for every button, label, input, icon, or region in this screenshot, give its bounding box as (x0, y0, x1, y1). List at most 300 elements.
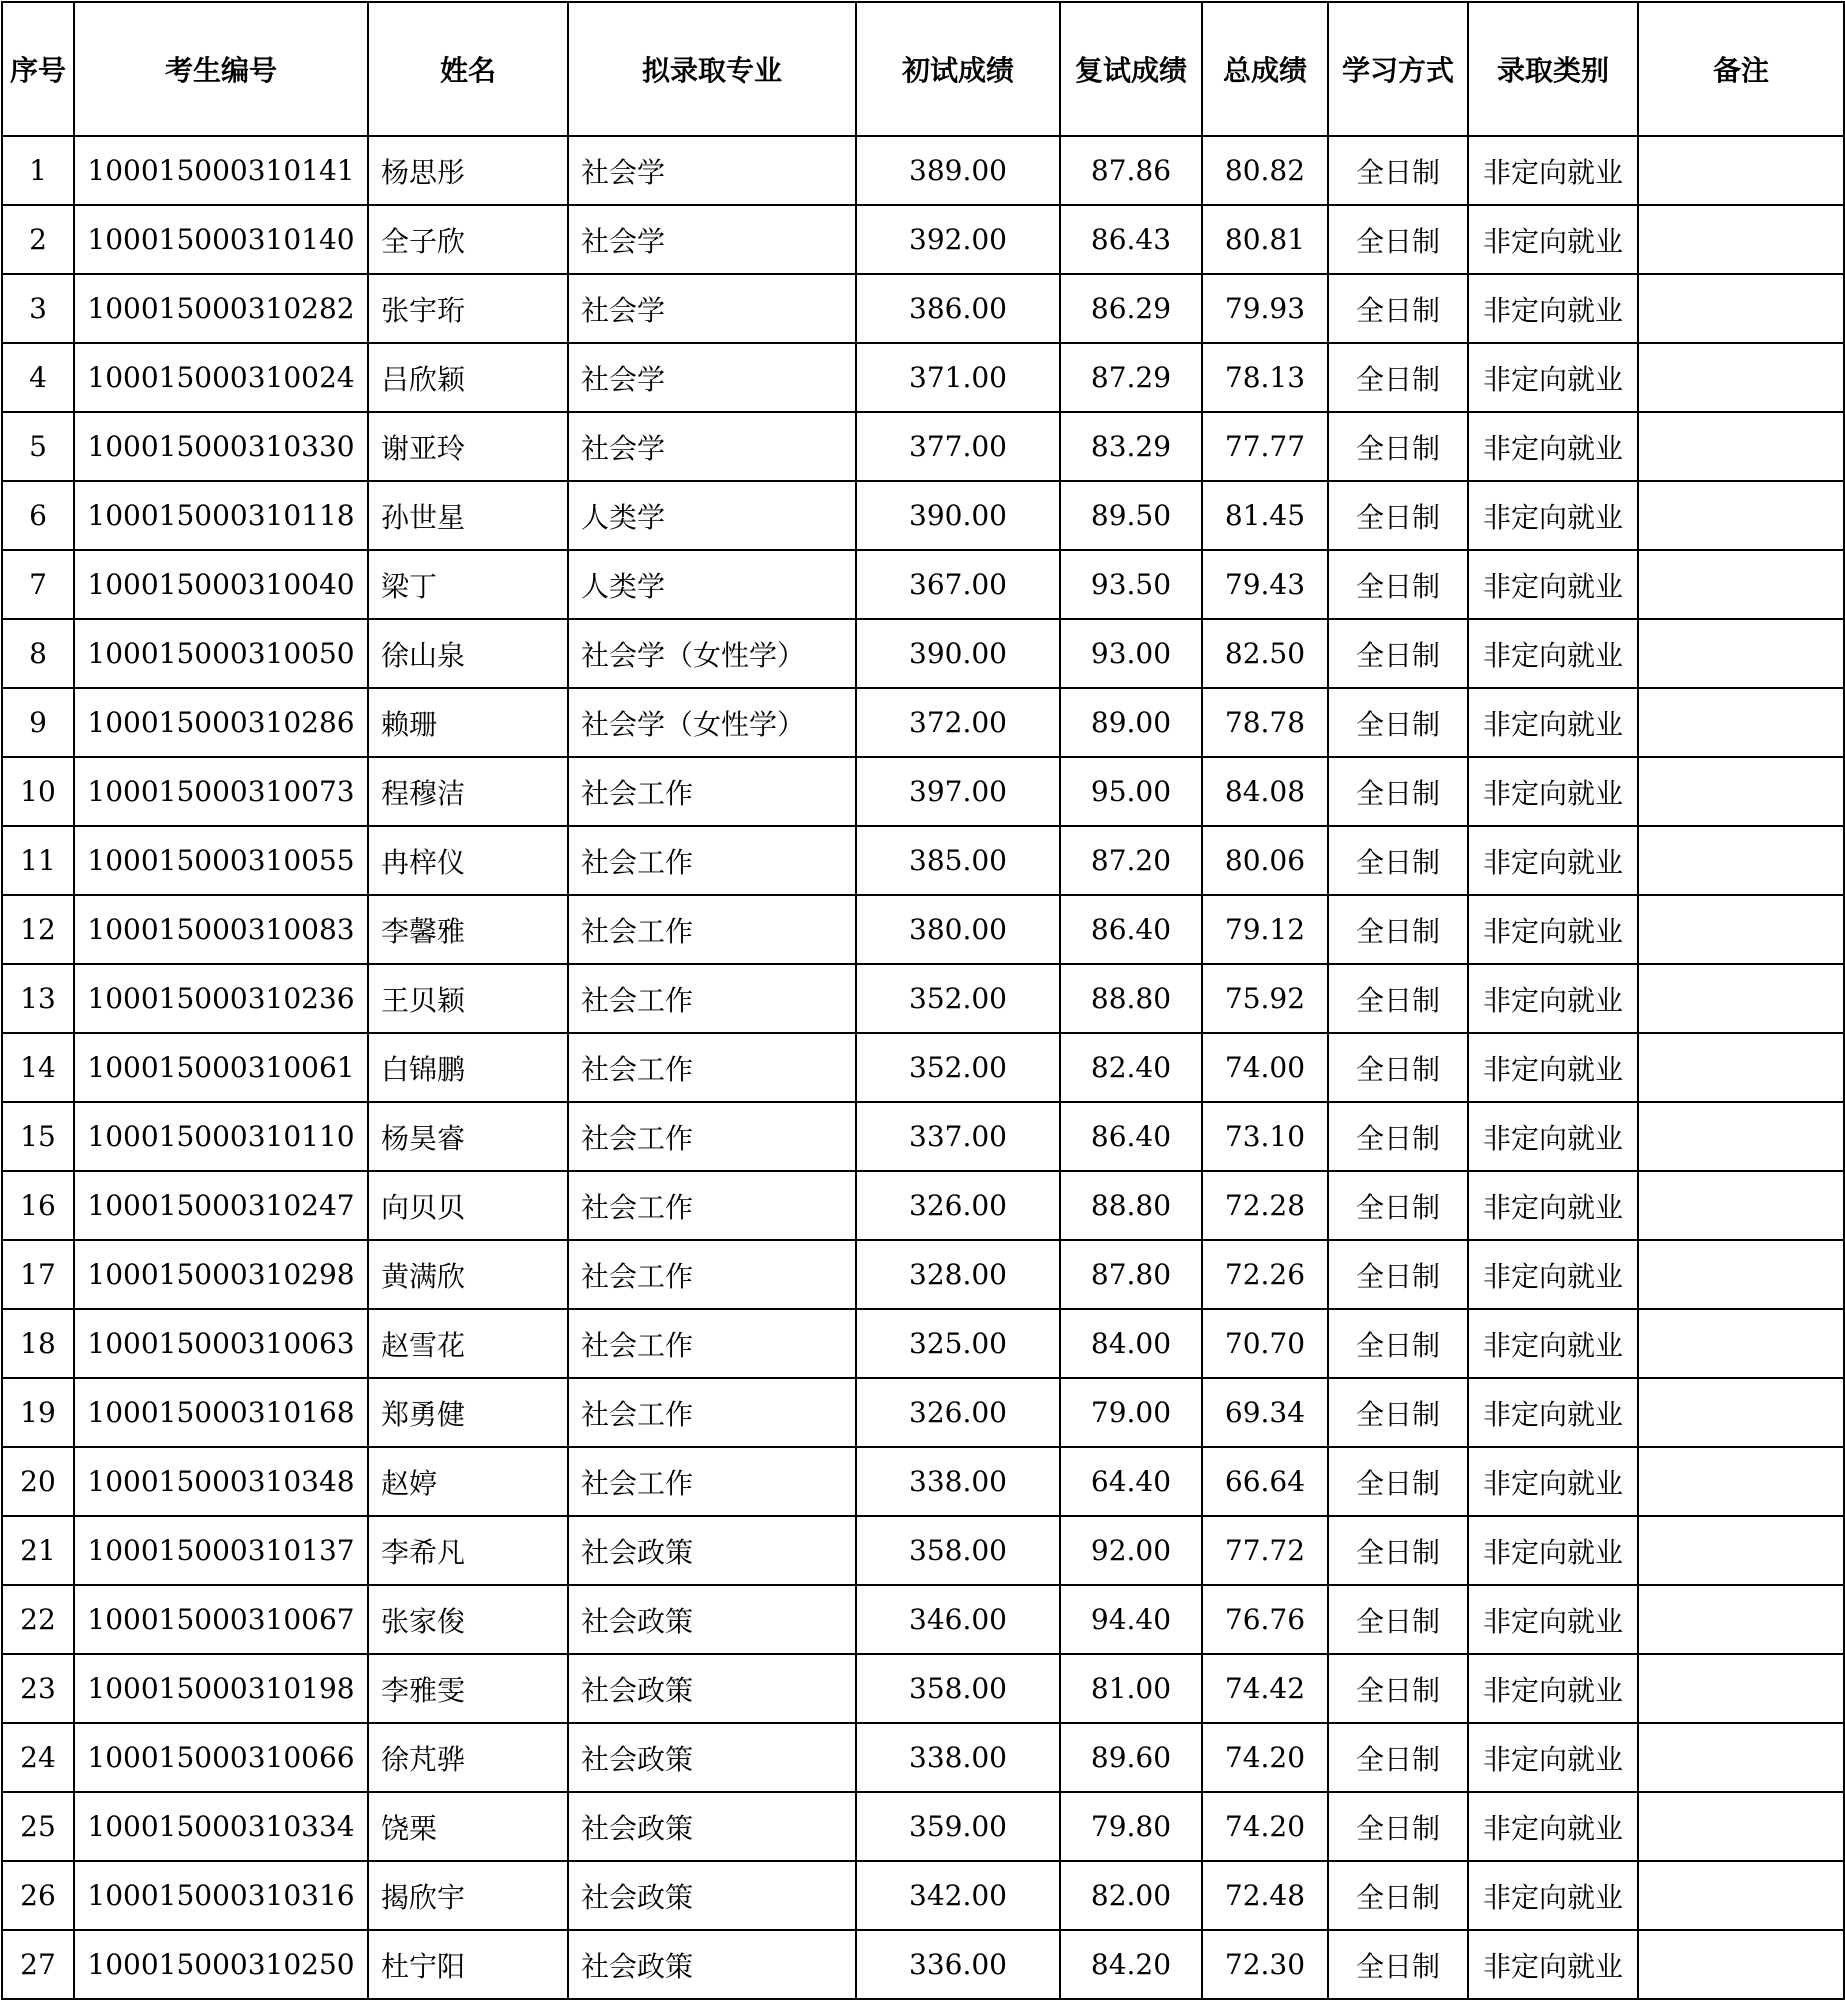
cell-prelim-score: 392.00 (856, 205, 1060, 274)
header-major: 拟录取专业 (568, 2, 856, 136)
cell-total-score: 77.72 (1202, 1516, 1328, 1585)
cell-study-mode: 全日制 (1328, 826, 1468, 895)
cell-prelim-score: 337.00 (856, 1102, 1060, 1171)
cell-name: 冉梓仪 (368, 826, 568, 895)
table-row (2, 619, 1844, 688)
cell-retest-score: 87.80 (1060, 1240, 1202, 1309)
table-row (2, 136, 1844, 205)
cell-prelim-score: 390.00 (856, 481, 1060, 550)
cell-note (1638, 757, 1844, 826)
header-admission-type: 录取类别 (1468, 2, 1638, 136)
cell-total-score: 75.92 (1202, 964, 1328, 1033)
cell-note (1638, 343, 1844, 412)
cell-admission-type: 非定向就业 (1468, 1585, 1638, 1654)
cell-major: 社会工作 (568, 1309, 856, 1378)
cell-admission-type: 非定向就业 (1468, 1516, 1638, 1585)
cell-name: 赵雪花 (368, 1309, 568, 1378)
cell-note (1638, 964, 1844, 1033)
cell-name: 梁丁 (368, 550, 568, 619)
cell-major: 社会工作 (568, 964, 856, 1033)
cell-prelim-score: 397.00 (856, 757, 1060, 826)
cell-prelim-score: 386.00 (856, 274, 1060, 343)
cell-major: 社会学 (568, 274, 856, 343)
cell-major: 社会工作 (568, 1378, 856, 1447)
cell-seq: 23 (2, 1654, 74, 1723)
table-row (2, 481, 1844, 550)
cell-total-score: 76.76 (1202, 1585, 1328, 1654)
cell-retest-score: 82.00 (1060, 1861, 1202, 1930)
cell-retest-score: 79.00 (1060, 1378, 1202, 1447)
cell-major: 社会学 (568, 205, 856, 274)
cell-retest-score: 88.80 (1060, 964, 1202, 1033)
cell-name: 张家俊 (368, 1585, 568, 1654)
cell-major: 人类学 (568, 481, 856, 550)
cell-study-mode: 全日制 (1328, 274, 1468, 343)
cell-note (1638, 1585, 1844, 1654)
cell-total-score: 80.81 (1202, 205, 1328, 274)
cell-seq: 21 (2, 1516, 74, 1585)
cell-major: 社会工作 (568, 1447, 856, 1516)
header-note: 备注 (1638, 2, 1844, 136)
cell-major: 社会学 (568, 136, 856, 205)
cell-retest-score: 94.40 (1060, 1585, 1202, 1654)
cell-total-score: 82.50 (1202, 619, 1328, 688)
cell-retest-score: 93.50 (1060, 550, 1202, 619)
cell-study-mode: 全日制 (1328, 205, 1468, 274)
cell-major: 社会政策 (568, 1654, 856, 1723)
cell-prelim-score: 352.00 (856, 1033, 1060, 1102)
cell-prelim-score: 338.00 (856, 1447, 1060, 1516)
cell-candidate-id: 100015000310024 (74, 343, 368, 412)
cell-seq: 12 (2, 895, 74, 964)
cell-candidate-id: 100015000310286 (74, 688, 368, 757)
cell-admission-type: 非定向就业 (1468, 1240, 1638, 1309)
header-candidate-id: 考生编号 (74, 2, 368, 136)
cell-note (1638, 1792, 1844, 1861)
cell-seq: 24 (2, 1723, 74, 1792)
cell-retest-score: 89.00 (1060, 688, 1202, 757)
cell-total-score: 84.08 (1202, 757, 1328, 826)
cell-total-score: 72.28 (1202, 1171, 1328, 1240)
cell-major: 社会工作 (568, 1102, 856, 1171)
cell-total-score: 74.00 (1202, 1033, 1328, 1102)
cell-study-mode: 全日制 (1328, 619, 1468, 688)
cell-study-mode: 全日制 (1328, 895, 1468, 964)
cell-candidate-id: 100015000310250 (74, 1930, 368, 1999)
cell-name: 揭欣宇 (368, 1861, 568, 1930)
table-row (2, 1585, 1844, 1654)
cell-seq: 5 (2, 412, 74, 481)
cell-name: 赵婷 (368, 1447, 568, 1516)
cell-prelim-score: 342.00 (856, 1861, 1060, 1930)
cell-seq: 2 (2, 205, 74, 274)
cell-name: 李雅雯 (368, 1654, 568, 1723)
cell-total-score: 80.06 (1202, 826, 1328, 895)
cell-candidate-id: 100015000310330 (74, 412, 368, 481)
header-seq: 序号 (2, 2, 74, 136)
cell-name: 徐山泉 (368, 619, 568, 688)
table-row (2, 1516, 1844, 1585)
cell-admission-type: 非定向就业 (1468, 688, 1638, 757)
cell-admission-type: 非定向就业 (1468, 757, 1638, 826)
cell-study-mode: 全日制 (1328, 1792, 1468, 1861)
cell-note (1638, 274, 1844, 343)
cell-candidate-id: 100015000310316 (74, 1861, 368, 1930)
cell-retest-score: 87.20 (1060, 826, 1202, 895)
cell-admission-type: 非定向就业 (1468, 826, 1638, 895)
cell-name: 赖珊 (368, 688, 568, 757)
cell-seq: 11 (2, 826, 74, 895)
admission-table (1, 1, 1845, 2000)
cell-total-score: 69.34 (1202, 1378, 1328, 1447)
cell-total-score: 74.42 (1202, 1654, 1328, 1723)
cell-prelim-score: 390.00 (856, 619, 1060, 688)
cell-study-mode: 全日制 (1328, 1930, 1468, 1999)
cell-note (1638, 1171, 1844, 1240)
cell-candidate-id: 100015000310282 (74, 274, 368, 343)
cell-retest-score: 81.00 (1060, 1654, 1202, 1723)
cell-study-mode: 全日制 (1328, 757, 1468, 826)
cell-candidate-id: 100015000310298 (74, 1240, 368, 1309)
cell-note (1638, 619, 1844, 688)
cell-study-mode: 全日制 (1328, 1171, 1468, 1240)
cell-retest-score: 95.00 (1060, 757, 1202, 826)
cell-name: 全子欣 (368, 205, 568, 274)
cell-name: 孙世星 (368, 481, 568, 550)
cell-study-mode: 全日制 (1328, 1723, 1468, 1792)
cell-admission-type: 非定向就业 (1468, 343, 1638, 412)
cell-major: 社会政策 (568, 1792, 856, 1861)
cell-major: 社会政策 (568, 1723, 856, 1792)
cell-major: 社会工作 (568, 826, 856, 895)
cell-note (1638, 1654, 1844, 1723)
cell-candidate-id: 100015000310110 (74, 1102, 368, 1171)
cell-total-score: 74.20 (1202, 1792, 1328, 1861)
cell-total-score: 78.13 (1202, 343, 1328, 412)
cell-retest-score: 86.43 (1060, 205, 1202, 274)
cell-study-mode: 全日制 (1328, 136, 1468, 205)
cell-seq: 14 (2, 1033, 74, 1102)
cell-seq: 15 (2, 1102, 74, 1171)
cell-total-score: 79.43 (1202, 550, 1328, 619)
cell-admission-type: 非定向就业 (1468, 205, 1638, 274)
cell-study-mode: 全日制 (1328, 1102, 1468, 1171)
cell-note (1638, 1378, 1844, 1447)
cell-study-mode: 全日制 (1328, 1309, 1468, 1378)
cell-retest-score: 79.80 (1060, 1792, 1202, 1861)
cell-name: 李希凡 (368, 1516, 568, 1585)
cell-study-mode: 全日制 (1328, 964, 1468, 1033)
cell-note (1638, 1309, 1844, 1378)
cell-study-mode: 全日制 (1328, 1447, 1468, 1516)
cell-prelim-score: 346.00 (856, 1585, 1060, 1654)
cell-study-mode: 全日制 (1328, 1378, 1468, 1447)
cell-total-score: 72.48 (1202, 1861, 1328, 1930)
cell-major: 社会学（女性学） (568, 619, 856, 688)
cell-seq: 27 (2, 1930, 74, 1999)
cell-seq: 19 (2, 1378, 74, 1447)
cell-retest-score: 89.50 (1060, 481, 1202, 550)
cell-note (1638, 895, 1844, 964)
cell-prelim-score: 336.00 (856, 1930, 1060, 1999)
cell-name: 徐芃骅 (368, 1723, 568, 1792)
cell-name: 程穆洁 (368, 757, 568, 826)
cell-retest-score: 86.29 (1060, 274, 1202, 343)
cell-admission-type: 非定向就业 (1468, 1309, 1638, 1378)
cell-study-mode: 全日制 (1328, 1033, 1468, 1102)
cell-note (1638, 826, 1844, 895)
cell-total-score: 70.70 (1202, 1309, 1328, 1378)
cell-candidate-id: 100015000310348 (74, 1447, 368, 1516)
cell-seq: 18 (2, 1309, 74, 1378)
table-row (2, 1240, 1844, 1309)
cell-seq: 4 (2, 343, 74, 412)
cell-seq: 6 (2, 481, 74, 550)
cell-admission-type: 非定向就业 (1468, 964, 1638, 1033)
cell-seq: 7 (2, 550, 74, 619)
cell-name: 李馨雅 (368, 895, 568, 964)
cell-study-mode: 全日制 (1328, 688, 1468, 757)
table-row (2, 757, 1844, 826)
cell-name: 郑勇健 (368, 1378, 568, 1447)
cell-major: 社会工作 (568, 757, 856, 826)
cell-study-mode: 全日制 (1328, 343, 1468, 412)
cell-note (1638, 136, 1844, 205)
cell-study-mode: 全日制 (1328, 1585, 1468, 1654)
cell-retest-score: 92.00 (1060, 1516, 1202, 1585)
cell-prelim-score: 367.00 (856, 550, 1060, 619)
cell-note (1638, 205, 1844, 274)
table-row (2, 1171, 1844, 1240)
cell-admission-type: 非定向就业 (1468, 550, 1638, 619)
header-name: 姓名 (368, 2, 568, 136)
cell-admission-type: 非定向就业 (1468, 1654, 1638, 1723)
cell-admission-type: 非定向就业 (1468, 1861, 1638, 1930)
cell-admission-type: 非定向就业 (1468, 1102, 1638, 1171)
cell-note (1638, 1240, 1844, 1309)
cell-admission-type: 非定向就业 (1468, 412, 1638, 481)
table-row (2, 895, 1844, 964)
cell-retest-score: 82.40 (1060, 1033, 1202, 1102)
cell-admission-type: 非定向就业 (1468, 619, 1638, 688)
cell-study-mode: 全日制 (1328, 1861, 1468, 1930)
cell-name: 黄满欣 (368, 1240, 568, 1309)
cell-note (1638, 1723, 1844, 1792)
cell-prelim-score: 328.00 (856, 1240, 1060, 1309)
table-row (2, 1309, 1844, 1378)
cell-study-mode: 全日制 (1328, 550, 1468, 619)
cell-name: 王贝颖 (368, 964, 568, 1033)
cell-candidate-id: 100015000310061 (74, 1033, 368, 1102)
cell-seq: 16 (2, 1171, 74, 1240)
cell-major: 社会政策 (568, 1930, 856, 1999)
cell-seq: 22 (2, 1585, 74, 1654)
cell-retest-score: 64.40 (1060, 1447, 1202, 1516)
table-row (2, 1930, 1844, 1999)
table-row (2, 1792, 1844, 1861)
header-retest-score: 复试成绩 (1060, 2, 1202, 136)
cell-admission-type: 非定向就业 (1468, 274, 1638, 343)
cell-prelim-score: 372.00 (856, 688, 1060, 757)
cell-retest-score: 84.00 (1060, 1309, 1202, 1378)
cell-admission-type: 非定向就业 (1468, 136, 1638, 205)
cell-prelim-score: 326.00 (856, 1171, 1060, 1240)
table-row (2, 1861, 1844, 1930)
cell-study-mode: 全日制 (1328, 1516, 1468, 1585)
cell-candidate-id: 100015000310050 (74, 619, 368, 688)
cell-note (1638, 688, 1844, 757)
cell-name: 杨昊睿 (368, 1102, 568, 1171)
table-row (2, 1654, 1844, 1723)
cell-admission-type: 非定向就业 (1468, 895, 1638, 964)
cell-study-mode: 全日制 (1328, 1240, 1468, 1309)
cell-note (1638, 1102, 1844, 1171)
table-row (2, 1723, 1844, 1792)
cell-seq: 17 (2, 1240, 74, 1309)
table-row (2, 1033, 1844, 1102)
cell-study-mode: 全日制 (1328, 412, 1468, 481)
cell-major: 社会工作 (568, 1171, 856, 1240)
cell-study-mode: 全日制 (1328, 481, 1468, 550)
cell-candidate-id: 100015000310073 (74, 757, 368, 826)
cell-total-score: 66.64 (1202, 1447, 1328, 1516)
cell-note (1638, 1930, 1844, 1999)
cell-major: 人类学 (568, 550, 856, 619)
cell-major: 社会工作 (568, 895, 856, 964)
cell-name: 饶栗 (368, 1792, 568, 1861)
header-total-score: 总成绩 (1202, 2, 1328, 136)
cell-major: 社会工作 (568, 1033, 856, 1102)
cell-candidate-id: 100015000310141 (74, 136, 368, 205)
cell-retest-score: 83.29 (1060, 412, 1202, 481)
cell-major: 社会政策 (568, 1585, 856, 1654)
table-row (2, 550, 1844, 619)
cell-admission-type: 非定向就业 (1468, 1033, 1638, 1102)
cell-prelim-score: 358.00 (856, 1516, 1060, 1585)
cell-seq: 26 (2, 1861, 74, 1930)
table-row (2, 964, 1844, 1033)
cell-seq: 1 (2, 136, 74, 205)
cell-name: 吕欣颖 (368, 343, 568, 412)
cell-candidate-id: 100015000310236 (74, 964, 368, 1033)
cell-total-score: 73.10 (1202, 1102, 1328, 1171)
cell-major: 社会政策 (568, 1861, 856, 1930)
cell-total-score: 79.12 (1202, 895, 1328, 964)
cell-candidate-id: 100015000310118 (74, 481, 368, 550)
cell-retest-score: 89.60 (1060, 1723, 1202, 1792)
cell-major: 社会政策 (568, 1516, 856, 1585)
cell-candidate-id: 100015000310168 (74, 1378, 368, 1447)
cell-prelim-score: 385.00 (856, 826, 1060, 895)
cell-candidate-id: 100015000310055 (74, 826, 368, 895)
cell-note (1638, 1516, 1844, 1585)
cell-candidate-id: 100015000310137 (74, 1516, 368, 1585)
cell-candidate-id: 100015000310198 (74, 1654, 368, 1723)
cell-prelim-score: 380.00 (856, 895, 1060, 964)
cell-retest-score: 87.86 (1060, 136, 1202, 205)
cell-note (1638, 550, 1844, 619)
cell-prelim-score: 377.00 (856, 412, 1060, 481)
cell-seq: 25 (2, 1792, 74, 1861)
cell-prelim-score: 325.00 (856, 1309, 1060, 1378)
cell-note (1638, 412, 1844, 481)
cell-total-score: 74.20 (1202, 1723, 1328, 1792)
cell-retest-score: 84.20 (1060, 1930, 1202, 1999)
cell-total-score: 72.30 (1202, 1930, 1328, 1999)
cell-total-score: 77.77 (1202, 412, 1328, 481)
cell-candidate-id: 100015000310083 (74, 895, 368, 964)
cell-name: 向贝贝 (368, 1171, 568, 1240)
cell-candidate-id: 100015000310067 (74, 1585, 368, 1654)
cell-total-score: 78.78 (1202, 688, 1328, 757)
table-row (2, 688, 1844, 757)
table-row (2, 1378, 1844, 1447)
cell-name: 谢亚玲 (368, 412, 568, 481)
cell-seq: 13 (2, 964, 74, 1033)
cell-admission-type: 非定向就业 (1468, 1447, 1638, 1516)
cell-major: 社会学 (568, 412, 856, 481)
cell-admission-type: 非定向就业 (1468, 1930, 1638, 1999)
cell-major: 社会工作 (568, 1240, 856, 1309)
cell-candidate-id: 100015000310040 (74, 550, 368, 619)
cell-prelim-score: 358.00 (856, 1654, 1060, 1723)
cell-seq: 3 (2, 274, 74, 343)
table-row (2, 205, 1844, 274)
cell-admission-type: 非定向就业 (1468, 1792, 1638, 1861)
cell-prelim-score: 352.00 (856, 964, 1060, 1033)
table-row (2, 412, 1844, 481)
cell-retest-score: 93.00 (1060, 619, 1202, 688)
cell-note (1638, 1033, 1844, 1102)
cell-total-score: 80.82 (1202, 136, 1328, 205)
cell-retest-score: 86.40 (1060, 1102, 1202, 1171)
cell-prelim-score: 371.00 (856, 343, 1060, 412)
cell-major: 社会学（女性学） (568, 688, 856, 757)
table-row (2, 1447, 1844, 1516)
cell-major: 社会学 (568, 343, 856, 412)
cell-name: 杜宁阳 (368, 1930, 568, 1999)
cell-seq: 20 (2, 1447, 74, 1516)
cell-note (1638, 481, 1844, 550)
cell-retest-score: 88.80 (1060, 1171, 1202, 1240)
table-row (2, 343, 1844, 412)
cell-retest-score: 87.29 (1060, 343, 1202, 412)
cell-candidate-id: 100015000310063 (74, 1309, 368, 1378)
cell-admission-type: 非定向就业 (1468, 1171, 1638, 1240)
cell-prelim-score: 326.00 (856, 1378, 1060, 1447)
cell-name: 杨思彤 (368, 136, 568, 205)
cell-seq: 9 (2, 688, 74, 757)
cell-candidate-id: 100015000310334 (74, 1792, 368, 1861)
header-study-mode: 学习方式 (1328, 2, 1468, 136)
table-row (2, 826, 1844, 895)
cell-prelim-score: 389.00 (856, 136, 1060, 205)
cell-note (1638, 1861, 1844, 1930)
cell-admission-type: 非定向就业 (1468, 1378, 1638, 1447)
cell-admission-type: 非定向就业 (1468, 1723, 1638, 1792)
cell-total-score: 81.45 (1202, 481, 1328, 550)
cell-seq: 8 (2, 619, 74, 688)
cell-retest-score: 86.40 (1060, 895, 1202, 964)
cell-total-score: 79.93 (1202, 274, 1328, 343)
header-row (2, 2, 1844, 136)
header-prelim-score: 初试成绩 (856, 2, 1060, 136)
cell-note (1638, 1447, 1844, 1516)
cell-total-score: 72.26 (1202, 1240, 1328, 1309)
cell-study-mode: 全日制 (1328, 1654, 1468, 1723)
cell-candidate-id: 100015000310066 (74, 1723, 368, 1792)
cell-seq: 10 (2, 757, 74, 826)
